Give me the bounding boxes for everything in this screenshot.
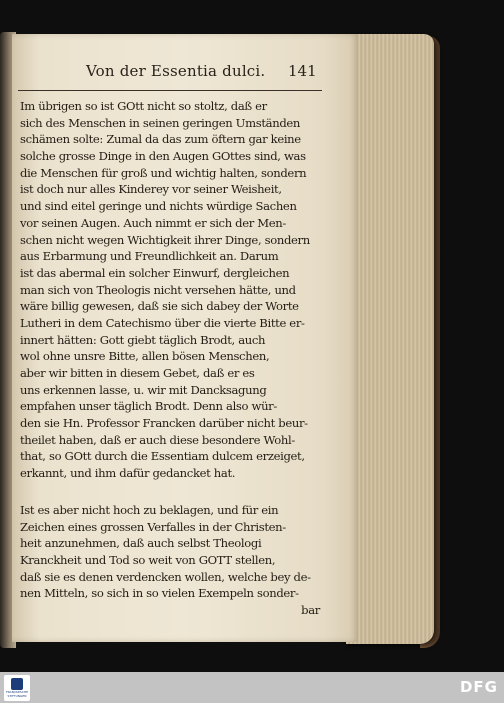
text-line: ist doch nur alles Kinderey vor seiner Weisheit, — [20, 182, 282, 197]
header-rule — [18, 90, 322, 91]
text-line: heit anzunehmen, daß auch selbst Theologi — [20, 536, 262, 551]
catchword: bar — [301, 602, 320, 617]
text-line: nen Mitteln, so sich in so vielen Exempeln sonder- — [20, 586, 299, 601]
text-line: ist das abermal ein solcher Einwurf, dergleichen — [20, 265, 290, 280]
paragraph-gap — [20, 482, 322, 502]
text-line: Lutheri in dem Catechismo über die vierte Bitte er- — [20, 315, 305, 330]
viewer-footer-bar — [0, 672, 504, 703]
text-line: aber wir bitten in diesem Gebet, daß er es — [20, 366, 255, 380]
text-line: den sie Hn. Professor Francken darüber nicht beur- — [20, 416, 308, 431]
text-line: Kranckheit und Tod so weit von GOTT stellen, — [20, 552, 276, 567]
library-logo[interactable] — [4, 675, 30, 701]
library-emblem-icon — [11, 678, 23, 690]
text-line: aus Erbarmung und Freundlichkeit an. Darum — [20, 249, 279, 264]
text-line: solche grosse Dinge in den Augen GOttes sind, was — [20, 149, 306, 164]
text-line: schämen solte: Zumal da das zum öftern gar keine — [20, 132, 301, 147]
dfg-logo[interactable]: DFG — [459, 678, 498, 696]
text-line: schen nicht wegen Wichtigkeit ihrer Dinge, sondern — [20, 232, 310, 247]
text-line: theilet haben, daß er auch diese besondere Wohl- — [20, 432, 295, 447]
book-page — [12, 34, 358, 642]
text-line: innert hätten: Gott giebt täglich Brodt, auch — [20, 332, 266, 347]
text-line: Ist es aber nicht hoch zu beklagen, und für ein — [20, 502, 279, 517]
text-line: erkannt, und ihm dafür gedancket hat. — [20, 466, 236, 481]
text-line: wol ohne unsre Bitte, allen bösen Menschen, — [20, 349, 270, 364]
text-line: that, so GOtt durch die Essentiam dulcem erzeiget, — [20, 449, 305, 464]
library-logo-text: FRANCKESCHE STIFTUNGEN — [5, 690, 29, 698]
text-line: Zeichen eines grossen Verfalles in der Christen- — [20, 519, 286, 534]
running-title: Von der Essentia dulci. — [86, 62, 266, 80]
text-line: vor seinen Augen. Auch nimmt er sich der Men- — [20, 215, 286, 230]
page-number: 141 — [288, 62, 317, 80]
page-stack-edges — [346, 34, 434, 644]
text-line: sich des Menschen in seinen geringen Umständen — [20, 115, 301, 130]
text-line: wäre billig gewesen, daß sie sich dabey der Worte — [20, 299, 299, 314]
text-line: man sich von Theologis nicht versehen hätte, und — [20, 282, 296, 297]
text-line: die Menschen für groß und wichtig halten, sondern — [20, 165, 307, 180]
text-line: empfahen unser täglich Brodt. Denn also wür- — [20, 399, 277, 414]
text-line: und sind eitel geringe und nichts würdige Sachen — [20, 199, 297, 214]
body-text — [20, 98, 322, 619]
text-line: daß sie es denen verdencken wollen, welche bey de- — [20, 569, 311, 584]
text-line: uns erkennen lasse, u. wir mit Dancksagung — [20, 382, 267, 397]
running-head — [12, 62, 358, 84]
text-line: Im übrigen so ist GOtt nicht so stoltz, daß er — [20, 99, 267, 113]
